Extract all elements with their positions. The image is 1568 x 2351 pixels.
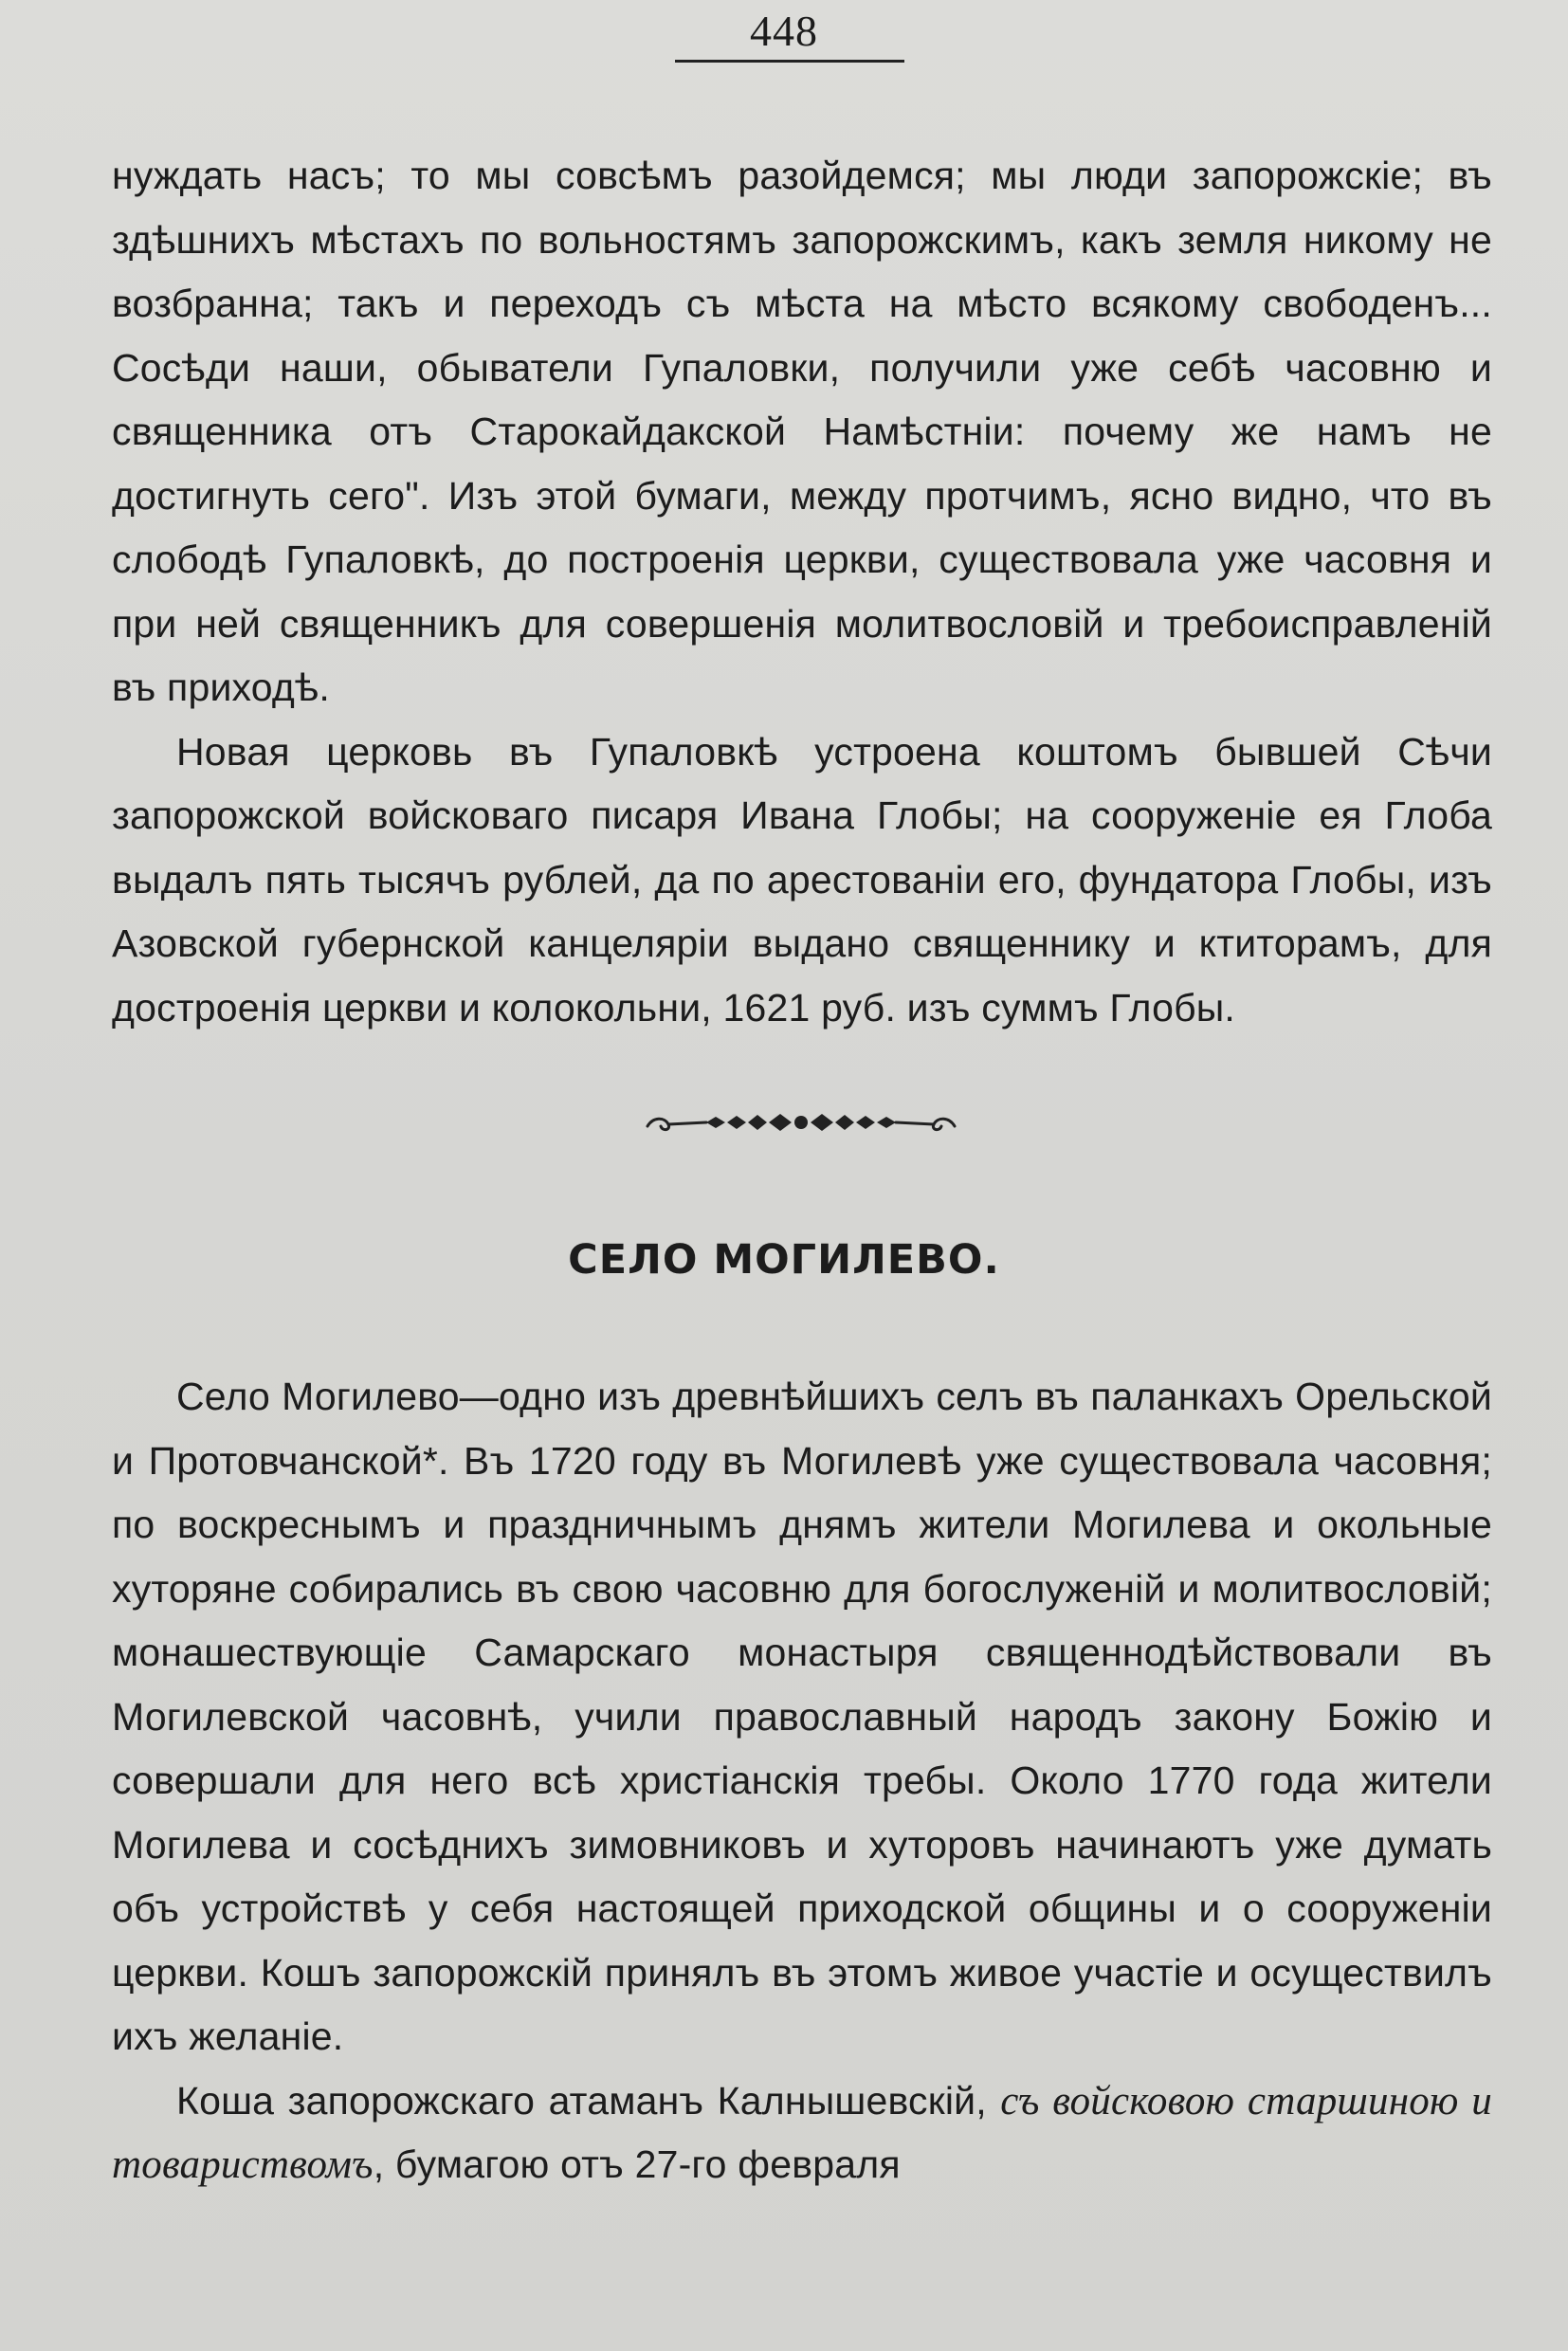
page-number-rule <box>675 60 904 63</box>
page-number: 448 <box>750 7 818 55</box>
bottom-paragraph-1: Село Могилево—одно изъ древнѣйшихъ селъ въ паланкахъ Орельской и Протовчанской*. Въ 1720 году въ Могилевѣ уже существовала часовня; по воскреснымъ и праздничнымъ днямъ жители Могилева и окольные хуторяне собирались въ свою часовню для богослуженій и молитвословій; монашествующіе Самарскаго монастыря священнодѣйствовали въ Могилевской часовнѣ, учили православный народъ закону Божію и совершали для него всѣ христіанскія требы. Около 1770 года жители Могилева и сосѣднихъ зимовниковъ и хуторовъ начинаютъ уже думать объ устройствѣ у себя настоящей приходской общины и о сооруженіи церкви. Кошъ запорожскій принялъ въ этомъ живое участіе и осуществилъ ихъ желаніе. <box>112 1375 1492 2058</box>
section-title: СЕЛО МОГИЛЕВО. <box>568 1236 1000 1284</box>
top-paragraph-1: нуждать насъ; то мы совсѣмъ разойдемся; мы люди запорожскіе; въ здѣшнихъ мѣстахъ по вольностямъ запорожскимъ, какъ земля никому не возбранна; такъ и переходъ съ мѣста на мѣсто всякому свободенъ... Сосѣди наши, обыватели Гупаловки, получили уже себѣ часовню и священника отъ Старокайдакской Намѣстніи: почему же намъ не достигнуть сего". Изъ этой бумаги, между протчимъ, ясно видно, что въ слободѣ Гупаловкѣ, до построенія церкви, существовала уже часовня и при ней священникъ для совершенія молитвословій и требоисправленій въ приходѣ. <box>112 154 1492 709</box>
paragraph-2-italic: съ войсковою старшиною и товариствомъ <box>112 2078 1492 2187</box>
bottom-paragraph-2 <box>112 2069 1492 2197</box>
top-text-block <box>112 144 1492 1040</box>
paragraph-2-end: , бумагою отъ 27-го февраля <box>373 2142 901 2186</box>
ornament-divider <box>640 1100 962 1143</box>
paragraph-2-start: Коша запорожскаго атаманъ Калнышевскій, <box>176 2078 1001 2123</box>
top-paragraph-2: Новая церковь въ Гупаловкѣ устроена коштомъ бывшей Сѣчи запорожской войсковаго писаря Ивана Глобы; на сооруженіе ея Глоба выдалъ пять тысячъ рублей, да по арестованіи его, фундатора Глобы, изъ Азовской губернской канцеляріи выдано священнику и ктиторамъ, для достроенія церкви и колокольни, 1621 руб. изъ суммъ Глобы. <box>112 729 1492 1030</box>
bottom-text-block <box>112 1365 1492 2197</box>
